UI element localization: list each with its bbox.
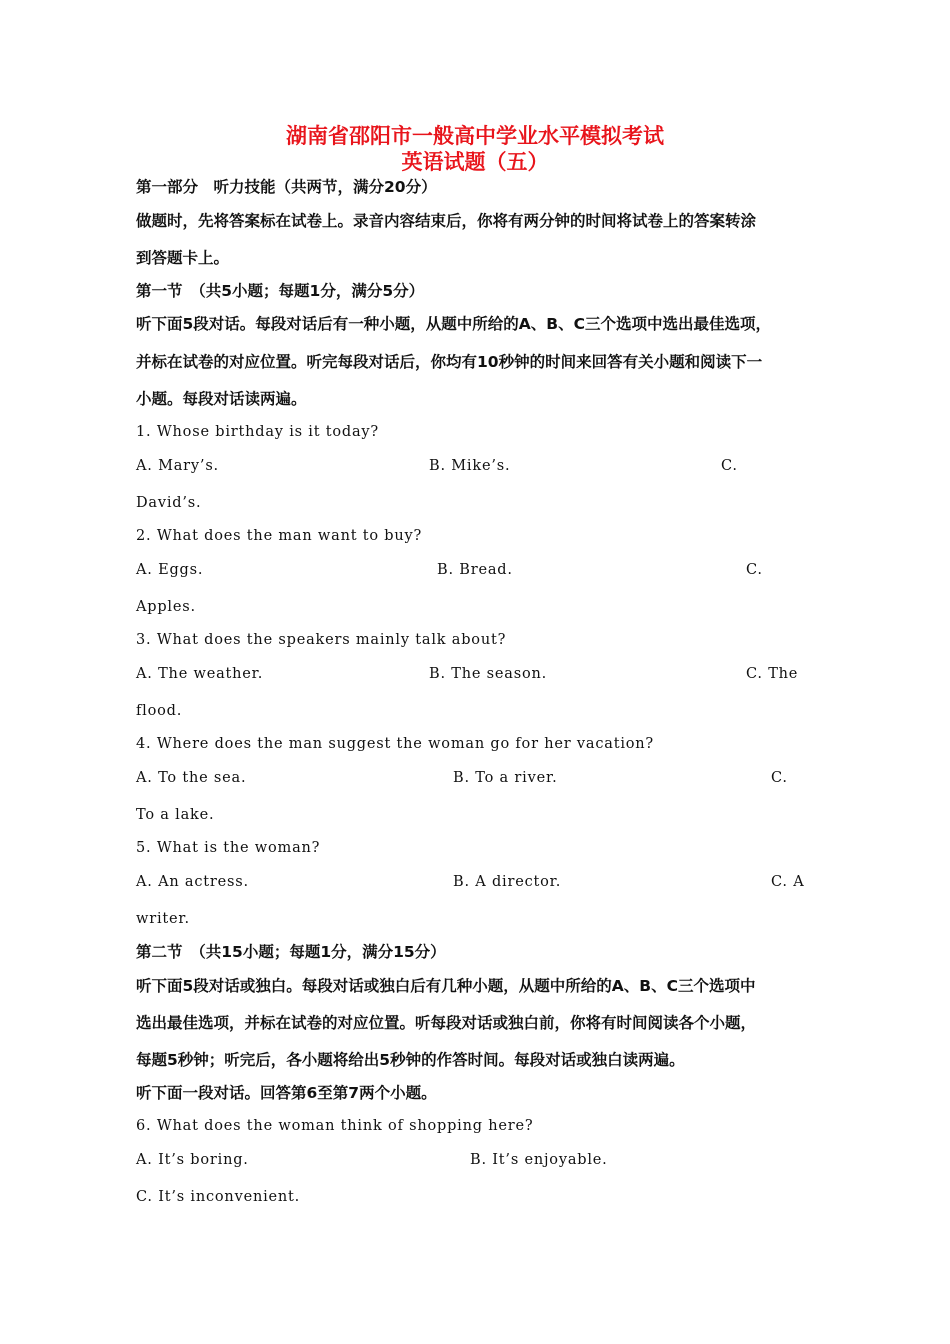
option-c-continued: To a lake.	[136, 807, 215, 823]
option-c-continued: flood.	[136, 703, 183, 719]
section2-heading: 第二节 （共15小题；每题1分，满分15分）	[136, 943, 446, 961]
section1-instructions-line2: 并标在试卷的对应位置。听完每段对话后，你均有10秒钟的时间来回答有关小题和阅读下一	[136, 353, 763, 371]
option-c-continued: David’s.	[136, 495, 202, 511]
section2-instructions-line3: 每题5秒钟；听完后，各小题将给出5秒钟的作答时间。每段对话或独白读两遍。	[136, 1051, 685, 1069]
option-b: B. The season.	[429, 666, 548, 682]
option-b: B. Mike’s.	[429, 458, 511, 474]
question-stem: 1. Whose birthday is it today?	[136, 424, 380, 440]
option-a: A. It’s boring.	[136, 1152, 249, 1168]
section1-instructions-line1: 听下面5段对话。每段对话后有一种小题，从题中所给的A、B、C三个选项中选出最佳选项，	[136, 315, 771, 333]
question-stem: 2. What does the man want to buy?	[136, 528, 423, 544]
part1-heading: 第一部分 听力技能（共两节，满分20分）	[136, 178, 437, 196]
option-a: A. The weather.	[136, 666, 264, 682]
question-stem: 6. What does the woman think of shopping here?	[136, 1118, 534, 1134]
option-a: A. Mary’s.	[136, 458, 219, 474]
option-a: A. Eggs.	[136, 562, 204, 578]
option-c: C.	[746, 562, 763, 578]
exam-subtitle: 英语试题（五）	[401, 149, 549, 174]
part1-instructions-line2: 到答题卡上。	[136, 249, 230, 267]
exam-title: 湖南省邵阳市一般高中学业水平模拟考试	[286, 123, 664, 148]
option-c: C. It’s inconvenient.	[136, 1189, 301, 1205]
option-b: B. Bread.	[437, 562, 513, 578]
option-c-continued: writer.	[136, 911, 190, 927]
option-c: C.	[771, 770, 788, 786]
option-a: A. An actress.	[136, 874, 249, 890]
section2-instructions-line1: 听下面5段对话或独白。每段对话或独白后有几种小题，从题中所给的A、B、C三个选项中	[136, 977, 756, 995]
section1-heading: 第一节 （共5小题；每题1分，满分5分）	[136, 282, 425, 300]
question-stem: 5. What is the woman?	[136, 840, 321, 856]
option-c: C. A	[771, 874, 805, 890]
option-c-continued: Apples.	[136, 599, 196, 615]
option-b: B. It’s enjoyable.	[470, 1152, 608, 1168]
question-stem: 4. Where does the man suggest the woman go for her vacation?	[136, 736, 654, 752]
section2-instructions-line2: 选出最佳选项，并标在试卷的对应位置。听每段对话或独白前，你将有时间阅读各个小题，	[136, 1014, 757, 1032]
part1-instructions-line1: 做题时，先将答案标在试卷上。录音内容结束后，你将有两分钟的时间将试卷上的答案转涂	[136, 212, 757, 230]
section1-instructions-line3: 小题。每段对话读两遍。	[136, 390, 307, 408]
option-b: B. To a river.	[453, 770, 558, 786]
option-a: A. To the sea.	[136, 770, 247, 786]
dialogue-group-intro: 听下面一段对话。回答第6至第7两个小题。	[136, 1084, 437, 1102]
option-c: C.	[721, 458, 738, 474]
option-c: C. The	[746, 666, 799, 682]
question-stem: 3. What does the speakers mainly talk about?	[136, 632, 507, 648]
option-b: B. A director.	[453, 874, 562, 890]
